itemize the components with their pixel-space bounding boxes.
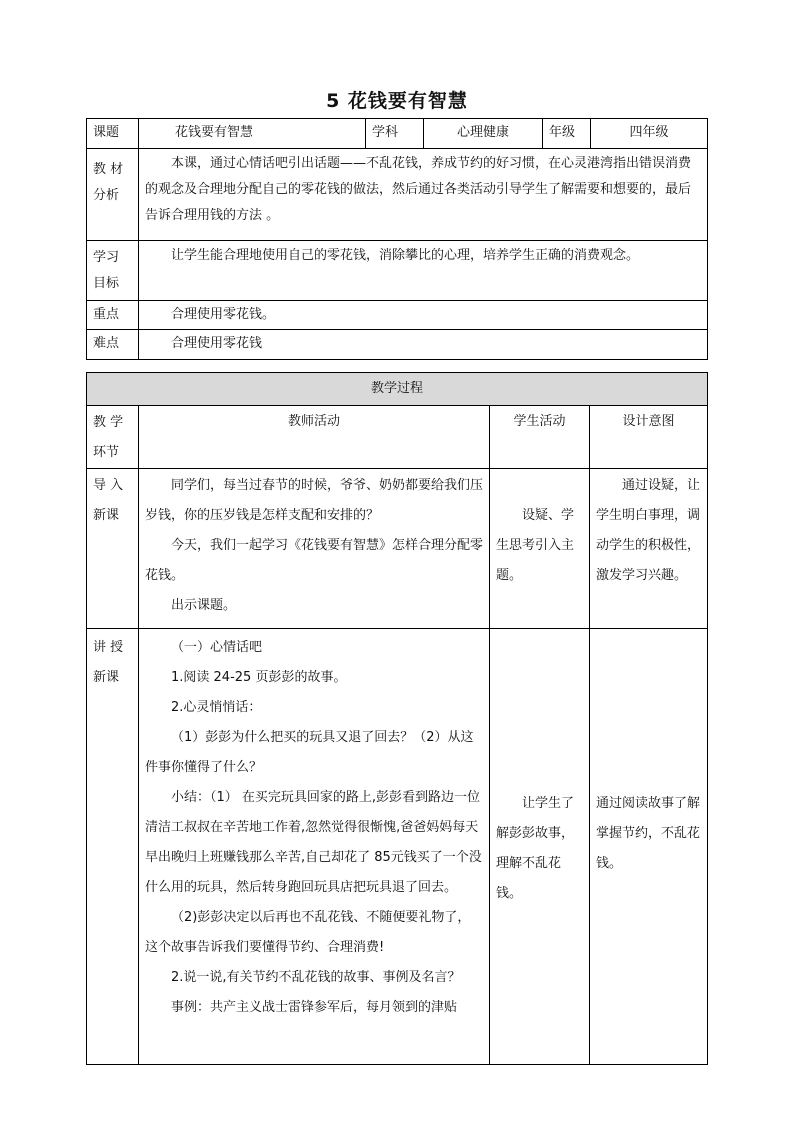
col-student: 学生活动: [490, 406, 590, 469]
intro-stage: 导 入 新课: [87, 469, 139, 629]
lesson-student: 让学生了解彭彭故事，理解不乱花钱。: [496, 796, 575, 901]
intro-teacher-para: 同学们，每当过春节的时候，爷爷、奶奶都要给我们压岁钱，你的压岁钱是怎样支配和安排的？: [145, 478, 484, 523]
intro-teacher-para: 今天，我们一起学习《花钱要有智慧》怎样合理分配零花钱。: [145, 538, 484, 583]
lesson-teacher-para: 2.说一说,有关节约不乱花钱的故事、事例及名言？: [171, 970, 461, 985]
lesson-teacher: [139, 629, 490, 1065]
lesson-stage: 讲 授 新课: [87, 629, 139, 1065]
lesson-teacher-para: 1.阅读 24-25 页彭彭的故事。: [171, 670, 347, 685]
lesson-teacher-para: 2.心灵悄悄话：: [171, 700, 262, 715]
col-teacher: 教师活动: [139, 406, 490, 469]
info-table: [86, 118, 708, 360]
grade-value: 四年级: [591, 119, 708, 149]
process-header: 教学过程: [87, 373, 708, 406]
lesson-intent: 通过阅读故事了解掌握节约，不乱花钱。: [596, 796, 701, 871]
goal-text: 让学生能合理地使用自己的零花钱，消除攀比的心理，培养学生正确的消费观念。: [171, 248, 640, 263]
subject-value: 心理健康: [424, 119, 543, 149]
lesson-teacher-para: （2)彭彭决定以后再也不乱花钱、不随便要礼物了，这个故事告诉我们要懂得节约、合理消费!: [145, 910, 471, 955]
topic-label: 课题: [87, 119, 139, 149]
subject-label: 学科: [366, 119, 424, 149]
lesson-teacher-para: 小结：（1） 在买完玩具回家的路上,彭彭看到路边一位清洁工叔叔在辛苦地工作着,忽然觉得很惭愧,爸爸妈妈每天早出晚归上班赚钱那么辛苦,自己却花了 85元钱买了一个没什么用的玩具，然后转身跑回玩具店把玩具退了回去。: [145, 790, 482, 895]
lesson-teacher-para: 事例：共产主义战士雷锋参军后，每月领到的津贴: [171, 1000, 458, 1015]
analysis-label: 教 材 分析: [87, 149, 139, 241]
difficult-label: 难点: [87, 330, 139, 360]
process-table: [86, 372, 708, 1065]
grade-label: 年级: [543, 119, 591, 149]
lesson-teacher-para: （1）彭彭为什么把买的玩具又退了回去？（2）从这件事你懂得了什么？: [145, 730, 474, 775]
lesson-teacher-para: （一）心情话吧: [171, 640, 263, 655]
col-stage: 教 学 环节: [87, 406, 139, 469]
intro-teacher-para: 出示课题。: [171, 598, 237, 613]
goal-label: 学习 目标: [87, 241, 139, 301]
key-label: 重点: [87, 301, 139, 330]
intro-teacher: [139, 469, 490, 629]
difficult-text: 合理使用零花钱: [171, 336, 263, 351]
page-title: 5 花钱要有智慧: [326, 90, 468, 112]
analysis-text: 本课，通过心情话吧引出话题——不乱花钱，养成节约的好习惯，在心灵港湾指出错误消费的观念及合理地分配自己的零花钱的做法，然后通过各类活动引导学生了解需要和想要的，最后告诉合理用钱的方法 。: [145, 156, 692, 223]
intro-intent: 通过设疑，让学生明白事理，调动学生的积极性，激发学习兴趣。: [596, 478, 701, 583]
topic-value: 花钱要有智慧: [139, 119, 366, 149]
key-text: 合理使用零花钱。: [171, 307, 276, 322]
col-intent: 设计意图: [590, 406, 708, 469]
intro-student: 设疑、学生思考引入主题。: [496, 508, 575, 583]
